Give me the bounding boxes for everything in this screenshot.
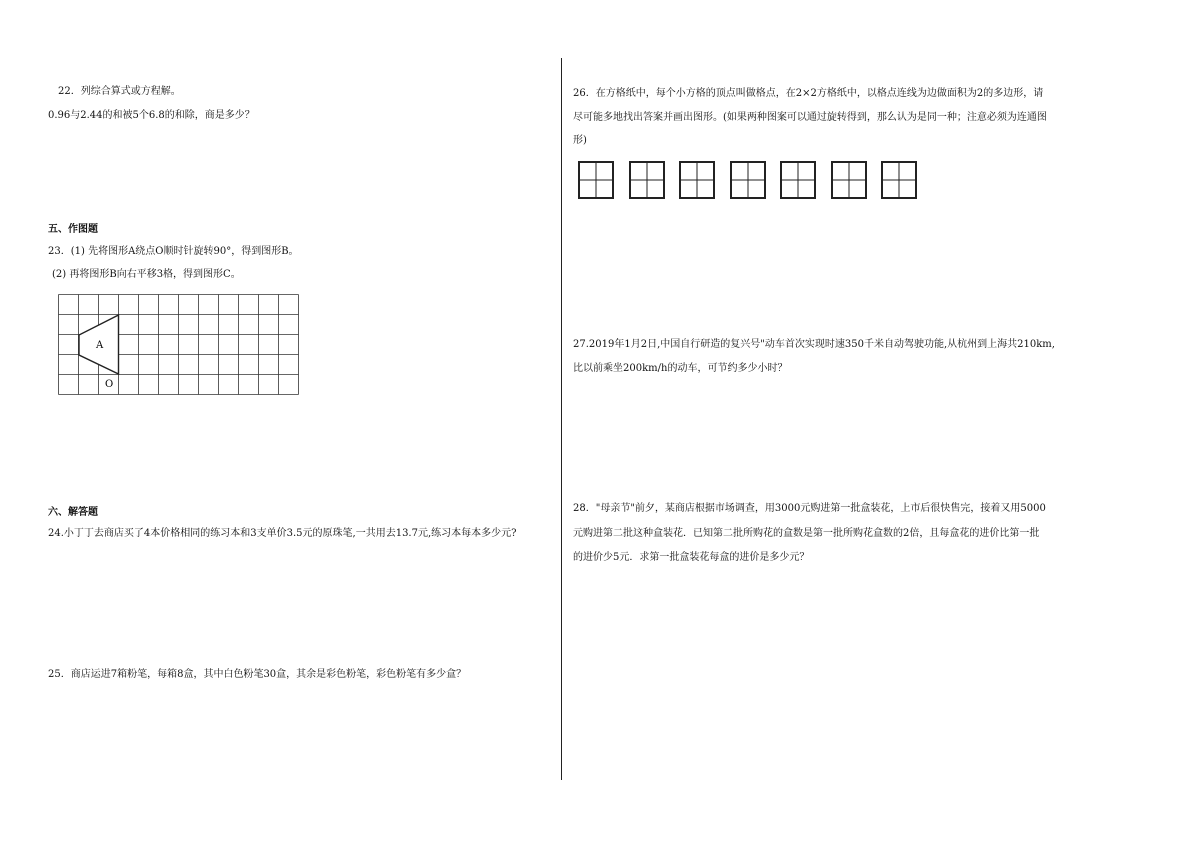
- grid-line: [782, 180, 814, 181]
- square-grid-2x2: [881, 161, 917, 199]
- grid-line: [833, 180, 865, 181]
- q23-grid: [58, 294, 300, 396]
- q25-text: 25．商店运进7箱粉笔，每箱8盒，其中白色粉笔30盒，其余是彩色粉笔，彩色粉笔有多少盒？: [48, 669, 467, 680]
- q22-title: 22．列综合算式或方程解。: [58, 86, 181, 97]
- square-grid-2x2: [780, 161, 816, 199]
- q23-line2: (2) 再将图形B向右平移3格，得到图形C。: [52, 269, 241, 280]
- square-grid-2x2: [730, 161, 766, 199]
- q28-line2: 元购进第二批这种盒装花．已知第二批所购花的盒数是第一批所购花盒数的2倍，且每盒花的进价比第一批: [573, 528, 1040, 539]
- square-grid-2x2: [831, 161, 867, 199]
- q22-body: 0.96与2.44的和被5个6.8的和除，商是多少？: [48, 110, 255, 121]
- shape-a-label: A: [96, 340, 104, 351]
- q27-line1: 27.2019年1月2日,中国自行研造的复兴号"动车首次实现时速350千米自动驾驶功能,从杭州到上海共210km,: [573, 339, 1055, 350]
- column-divider: [561, 58, 562, 780]
- q24-text: 24.小丁丁去商店买了4本价格相同的练习本和3支单价3.5元的原珠笔,一共用去13.7元,练习本每本多少元?: [48, 528, 517, 539]
- grid-line: [681, 180, 713, 181]
- q28-line1: 28．"母亲节"前夕，某商店根据市场调查，用3000元购进第一批盒装花，上市后很快售完，接着又用5000: [573, 503, 1046, 514]
- q26-line3: 形): [573, 135, 587, 146]
- section5-heading: 五、作图题: [48, 224, 98, 235]
- square-grid-2x2: [679, 161, 715, 199]
- section6-heading: 六、解答题: [48, 507, 98, 518]
- square-grid-2x2: [629, 161, 665, 199]
- grid-line: [732, 180, 764, 181]
- q26-line2: 尽可能多地找出答案并画出图形。(如果两种图案可以通过旋转得到，那么认为是同一种；注意必须为连通图: [573, 112, 1047, 123]
- grid-line: [631, 180, 663, 181]
- square-grid-2x2: [578, 161, 614, 199]
- q26-line1: 26．在方格纸中，每个小方格的顶点叫做格点，在2×2方格纸中，以格点连线为边做面积为2的多边形，请: [573, 88, 1044, 99]
- q28-line3: 的进价少5元．求第一批盒装花每盒的进价是多少元？: [573, 552, 810, 563]
- grid-line: [883, 180, 915, 181]
- q23-line1: 23．(1) 先将图形A绕点O顺时针旋转90°，得到图形B。: [48, 246, 299, 257]
- grid-line: [580, 180, 612, 181]
- point-o-label: O: [105, 379, 114, 390]
- q27-line2: 比以前乘坐200km/h的动车，可节约多少小时？: [573, 363, 788, 374]
